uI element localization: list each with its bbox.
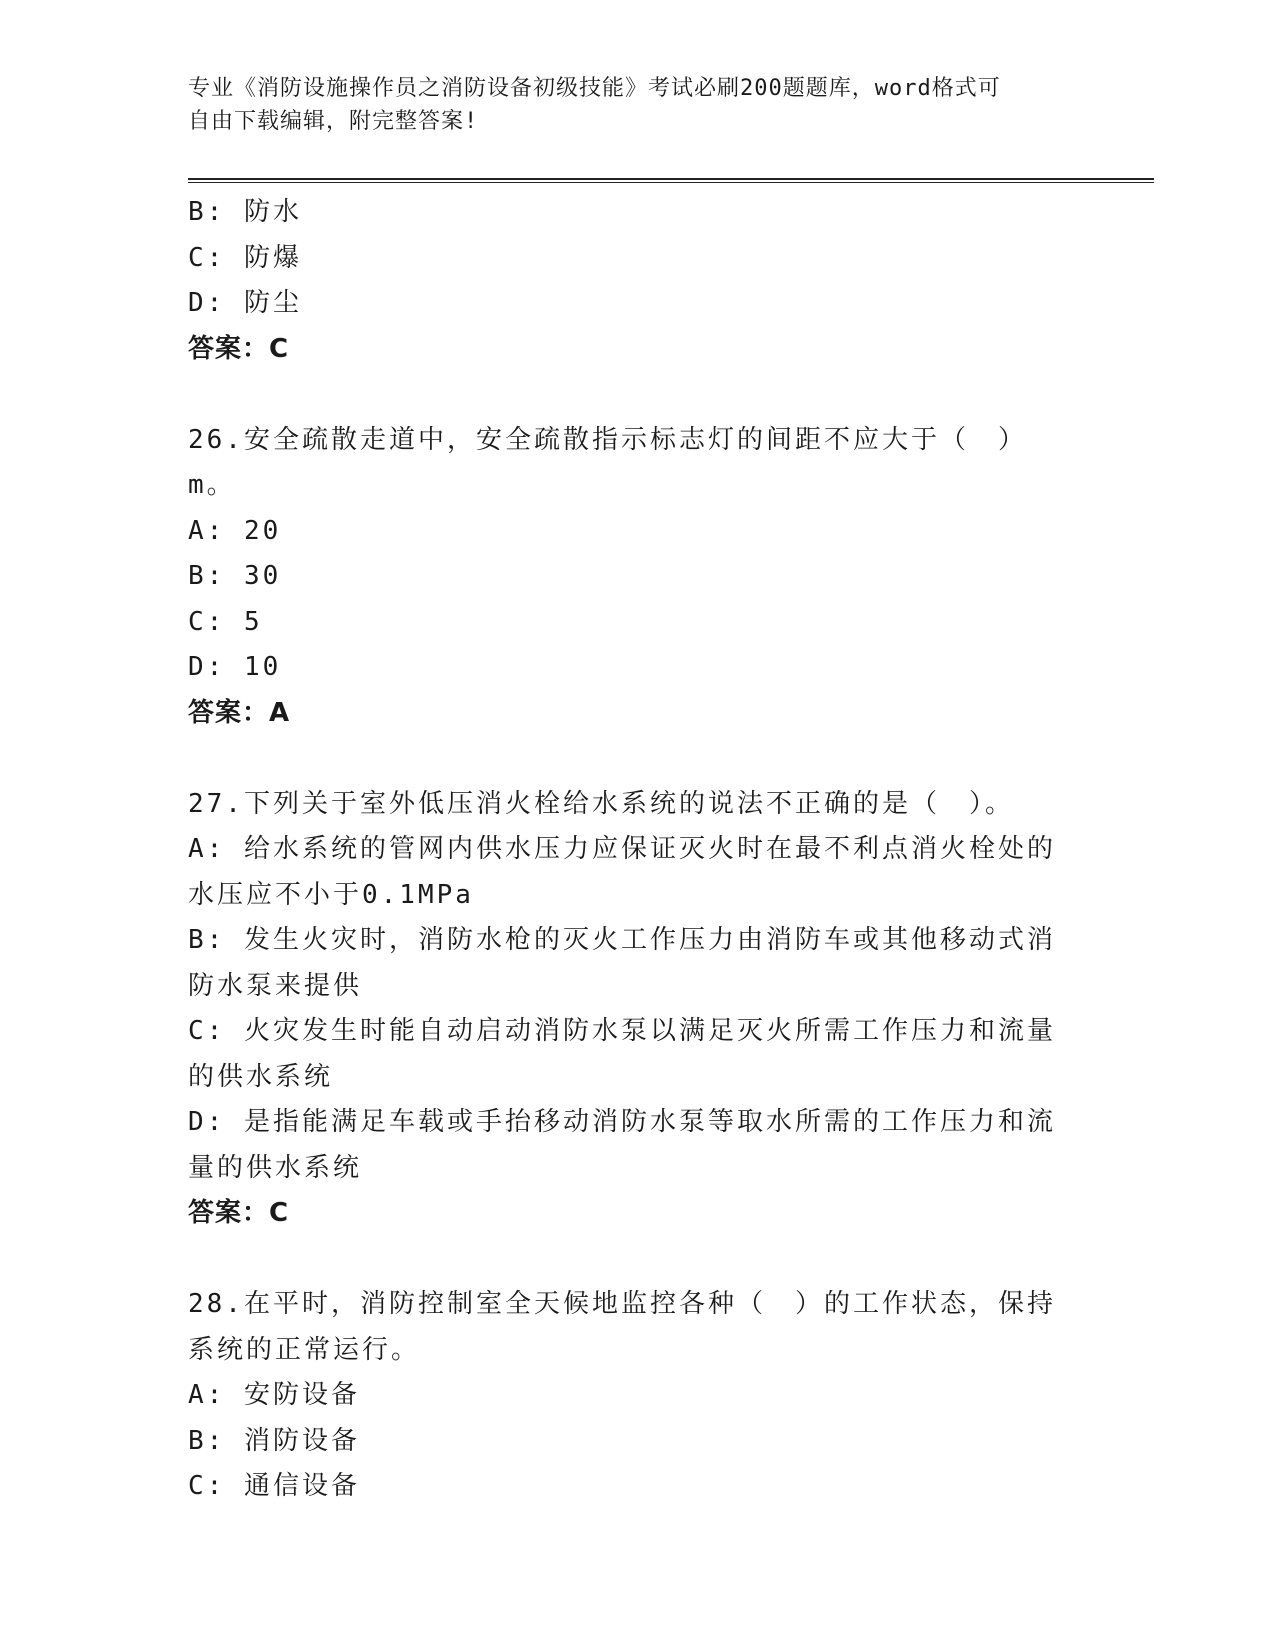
question-27 (188, 782, 1068, 1237)
option: C: 5 (188, 606, 263, 637)
answer: 答案：C (188, 333, 290, 364)
header-line-1: 专业《消防设施操作员之消防设备初级技能》考试必刷200题题库，word格式可 (188, 76, 1001, 101)
question-stem: 28.在平时，消防控制室全天候地监控各种（ ）的工作状态，保持系统的正常运行。 (188, 1289, 1056, 1365)
option: D: 10 (188, 652, 282, 682)
option: C: 通信设备 (188, 1471, 360, 1501)
option: C: 火灾发生时能自动启动消防水泵以满足灭火所需工作压力和流量的供水系统 (188, 1016, 1056, 1092)
spacer (188, 1237, 1068, 1283)
spacer (188, 372, 1068, 418)
answer: 答案：A (188, 697, 291, 728)
spacer (188, 736, 1068, 782)
document-header (188, 72, 1068, 138)
header-rule-thick (188, 178, 1154, 180)
option: B: 消防设备 (188, 1425, 360, 1456)
option: A: 安防设备 (188, 1380, 360, 1410)
option: B: 防水 (188, 197, 302, 227)
option: D: 防尘 (188, 288, 302, 318)
previous-question-tail (188, 190, 1068, 372)
question-stem: 26.安全疏散走道中，安全疏散指示标志灯的间距不应大于（ ）m。 (188, 424, 1027, 500)
option: A: 20 (188, 515, 282, 546)
option: B: 30 (188, 561, 282, 591)
option: D: 是指能满足车载或手抬移动消防水泵等取水所需的工作压力和流量的供水系统 (188, 1107, 1056, 1183)
answer: 答案：C (188, 1198, 290, 1228)
option: B: 发生火灾时，消防水枪的灭火工作压力由消防车或其他移动式消防水泵来提供 (188, 925, 1056, 1001)
option: A: 给水系统的管网内供水压力应保证灭火时在最不利点消火栓处的水压应不小于0.1MPa (188, 834, 1056, 910)
question-stem: 27.下列关于室外低压消火栓给水系统的说法不正确的是（ ）。 (188, 788, 1014, 819)
question-26 (188, 418, 1068, 737)
header-rule-thin (188, 182, 1154, 183)
header-line-2: 自由下载编辑，附完整答案! (188, 109, 479, 134)
question-28 (188, 1282, 1068, 1510)
option: C: 防爆 (188, 242, 302, 273)
question-list (188, 190, 1068, 1510)
